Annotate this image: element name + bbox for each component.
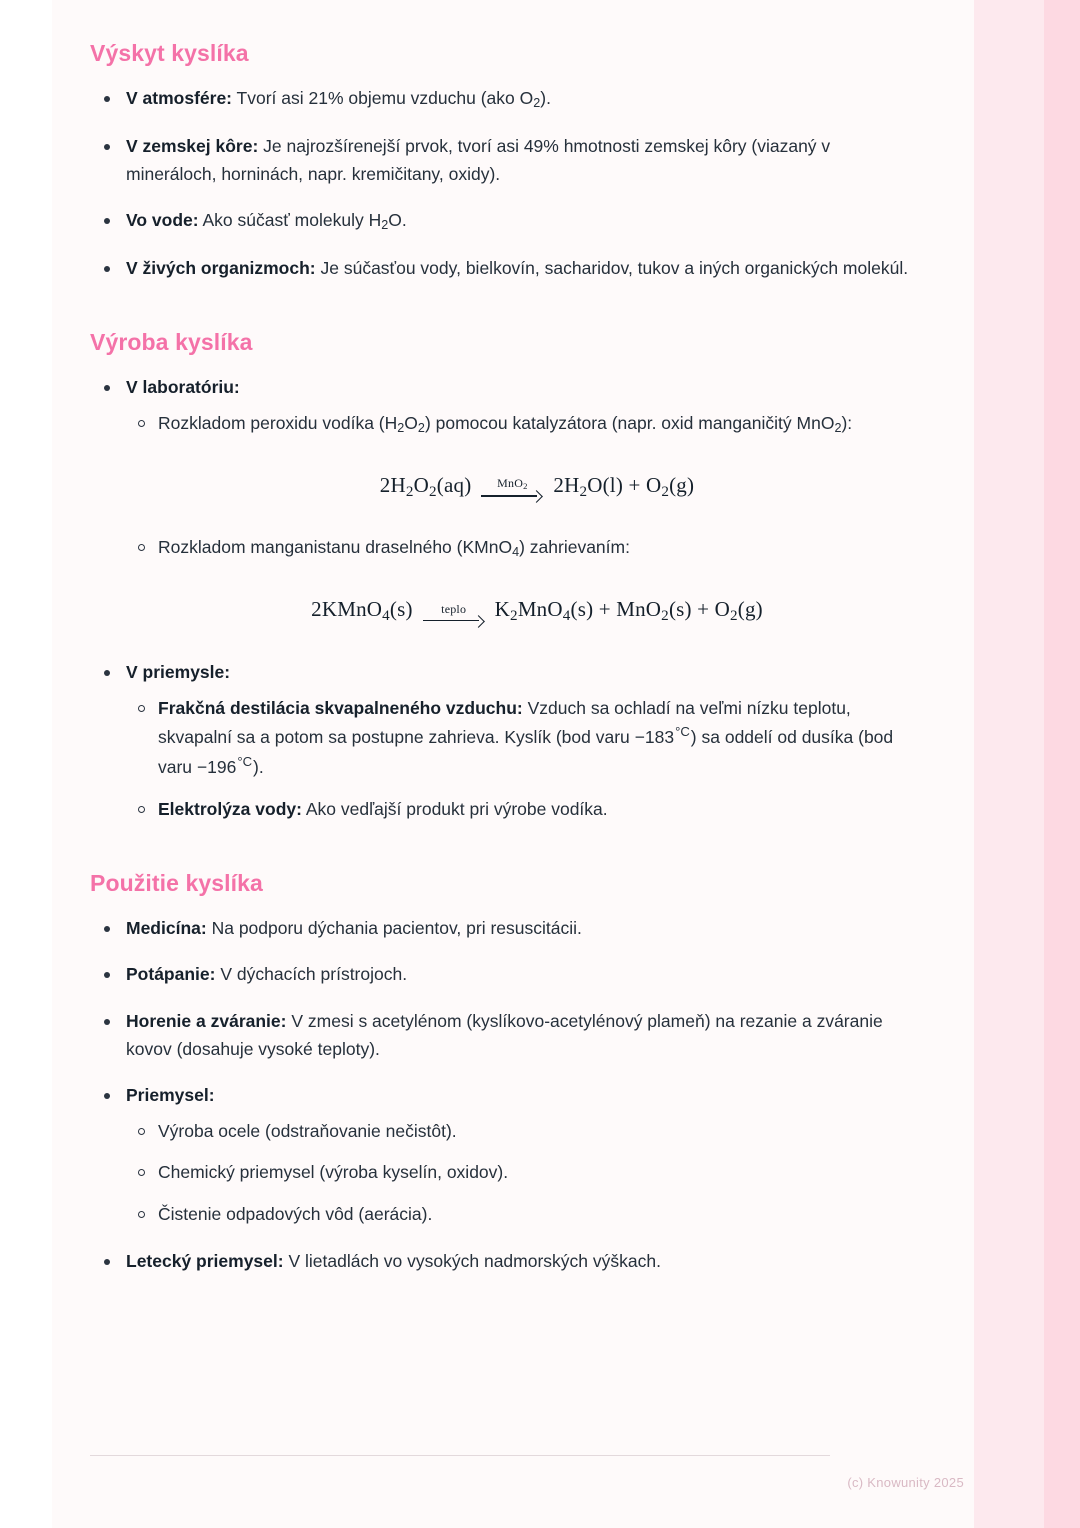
subscript: 2 <box>510 608 518 625</box>
item-label: V atmosfére: <box>126 88 233 108</box>
reaction-arrow-icon <box>423 603 485 626</box>
laboratory-sublist <box>126 410 916 629</box>
right-gutter-accent <box>1044 0 1080 1528</box>
arrow-label: MnO <box>497 475 524 490</box>
list-item: Čistenie odpadových vôd (aerácia). <box>126 1201 916 1229</box>
item-label: V živých organizmoch: <box>126 258 316 279</box>
text-part: ) sa oddelí od dusíka (bod varu <box>158 727 894 778</box>
item-text: Ako súčasť molekuly H <box>198 210 382 231</box>
equation-permanganate-decomposition <box>158 593 916 629</box>
eq-term: 2H <box>379 472 406 497</box>
industry-sublist <box>126 695 916 824</box>
list-item <box>90 1248 916 1276</box>
list-item <box>90 255 916 283</box>
text-part: ): <box>841 412 853 433</box>
occurrence-list <box>90 85 916 283</box>
page-title-usage: Použitie kyslíka <box>90 869 263 896</box>
item-text: Je najrozšírenejší prvok, tvorí asi 49% hmotnosti zemskej kôry (viazaný v mineráloch, horninách, napr. kremičitany, oxidy). <box>126 136 831 184</box>
eq-term: 2KMnO <box>311 597 383 622</box>
item-label: Elektrolýza vody: <box>158 799 302 819</box>
list-item <box>90 1082 916 1229</box>
page-title-occurrence: Výskyt kyslíka <box>90 40 249 66</box>
subscript: 4 <box>382 608 390 625</box>
eq-state: (s) + O <box>668 597 731 622</box>
industry-usage-sublist <box>126 1118 916 1229</box>
item-label: Frakčná destilácia skvapalneného vzduchu: <box>158 697 523 718</box>
subscript: 2 <box>730 608 738 625</box>
list-item <box>90 961 916 989</box>
item-label: Potápanie: <box>126 964 216 985</box>
item-label: V priemysle: <box>126 662 231 682</box>
eq-term: MnO <box>517 597 563 622</box>
item-label: Letecký priemysel: <box>126 1250 284 1271</box>
temperature-value: −183 <box>634 727 675 748</box>
eq-term: 2H <box>553 472 580 497</box>
text-part: ) pomocou katalyzátora (napr. oxid manganičitý MnO <box>424 412 835 433</box>
left-margin-strip <box>0 0 52 1528</box>
subscript: 2 <box>417 420 425 435</box>
text-part: Rozkladom peroxidu vodíka (H <box>158 412 398 433</box>
list-item <box>126 410 916 505</box>
list-item <box>90 915 916 943</box>
arrow-label: teplo <box>441 602 467 616</box>
item-text: V lietadlách vo vysokých nadmorských výškach. <box>283 1250 661 1271</box>
subscript: 2 <box>405 483 414 500</box>
eq-term: O <box>413 472 430 497</box>
list-item <box>90 133 916 188</box>
item-text-tail: ). <box>540 88 551 108</box>
item-text: Tvorí asi 21% objemu vzduchu (ako O <box>232 88 534 108</box>
item-label: Vo vode: <box>126 210 199 231</box>
item-text: V dýchacích prístrojoch. <box>215 964 408 985</box>
eq-state: (g) <box>669 472 695 497</box>
note-content <box>52 0 974 1528</box>
list-item <box>126 534 916 629</box>
subscript: 2 <box>523 480 528 491</box>
list-item <box>126 796 916 824</box>
list-item: Výroba ocele (odstraňovanie nečistôt). <box>126 1118 916 1146</box>
text-part: O <box>404 412 418 433</box>
subscript: 2 <box>381 218 389 233</box>
eq-state: (s) + MnO <box>570 597 662 622</box>
watermark: (c) Knowunity 2025 <box>847 1475 964 1490</box>
text-part: Ako vedľajší produkt pri výrobe vodíka. <box>301 799 608 819</box>
temperature-value: −196 <box>196 757 237 778</box>
item-text-tail: O. <box>388 210 407 231</box>
eq-term: K <box>494 597 511 622</box>
list-item <box>90 207 916 236</box>
subscript: 2 <box>429 483 437 500</box>
list-item <box>90 85 916 114</box>
list-item-industry <box>90 659 916 824</box>
item-label: Priemysel: <box>126 1085 215 1106</box>
subscript: 4 <box>562 608 571 625</box>
subscript: 4 <box>512 545 520 560</box>
text-part: Rozkladom manganistanu draselného (KMnO <box>158 537 513 558</box>
subscript: 2 <box>834 420 842 435</box>
item-label: Medicína: <box>126 917 207 938</box>
subscript: 2 <box>579 483 588 500</box>
item-text: Je súčasťou vody, bielkovín, sacharidov, tukov a iných organických molekúl. <box>315 258 909 279</box>
production-list <box>90 374 916 824</box>
item-text: Na podporu dýchania pacientov, pri resuscitácii. <box>206 917 582 938</box>
footer-divider <box>90 1455 830 1456</box>
temperature-unit: °C <box>237 754 253 770</box>
item-label: V laboratóriu: <box>126 376 240 397</box>
text-part: ) zahrievaním: <box>519 537 630 558</box>
eq-state: (g) <box>737 597 763 622</box>
item-label: Horenie a zváranie: <box>126 1010 287 1031</box>
list-item <box>90 1008 916 1063</box>
temperature-unit: °C <box>675 724 690 740</box>
right-gutter <box>974 0 1080 1528</box>
list-item: Chemický priemysel (výroba kyselín, oxidov). <box>126 1159 916 1187</box>
usage-list <box>90 915 916 1276</box>
list-item-laboratory <box>90 374 916 629</box>
page-title-production: Výroba kyslíka <box>90 328 253 355</box>
eq-term: O(l) + O <box>587 472 662 497</box>
item-text: V zmesi s acetylénom (kyslíkovo-acetylénový plameň) na rezanie a zváranie kovov (dosahuje vysoké teploty). <box>126 1010 883 1059</box>
subscript: 2 <box>397 420 405 435</box>
item-label: V zemskej kôre: <box>126 136 259 157</box>
text-part: ). <box>253 757 264 778</box>
text-part: Vzduch sa ochladí na veľmi nízku teplotu, skvapalní sa a potom sa postupne zahrieva. Kyslík (bod varu <box>158 697 851 748</box>
eq-state: (aq) <box>436 472 472 497</box>
equation-peroxide-decomposition <box>158 469 916 505</box>
eq-state: (s) <box>389 597 413 622</box>
reaction-arrow-icon <box>481 477 543 502</box>
list-item <box>126 695 916 782</box>
subscript: 2 <box>533 96 541 111</box>
subscript: 2 <box>661 483 670 500</box>
subscript: 2 <box>661 608 669 625</box>
